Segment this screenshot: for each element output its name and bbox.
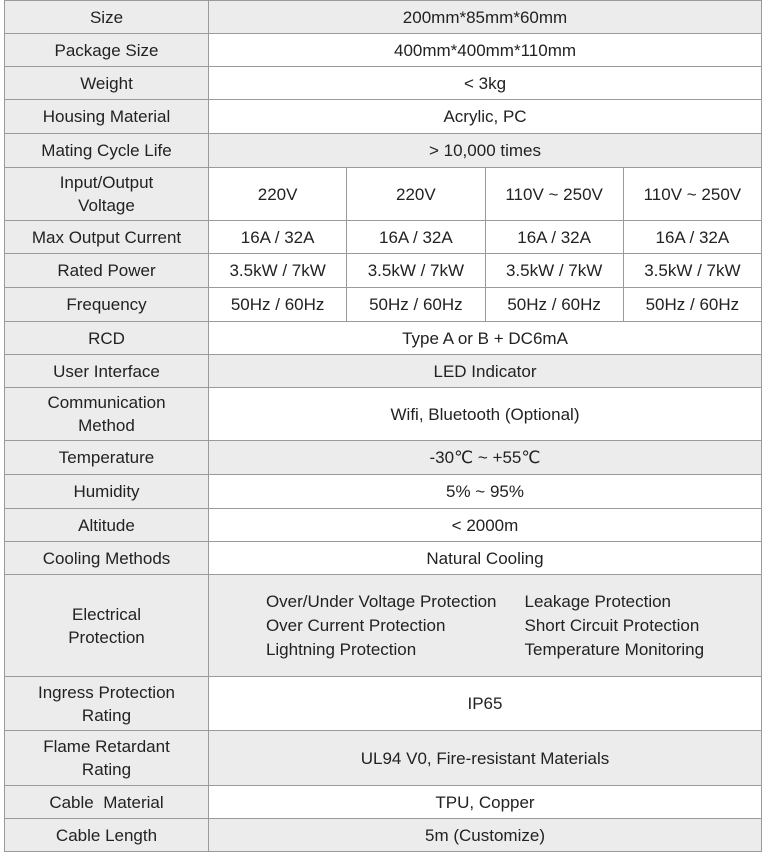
spec-value: 200mm*85mm*60mm <box>209 1 762 34</box>
spec-value: 400mm*400mm*110mm <box>209 34 762 67</box>
spec-label-line: Communication <box>47 393 166 412</box>
spec-label: User Interface <box>5 355 209 388</box>
spec-value: 50Hz / 60Hz <box>623 288 761 322</box>
spec-value: IP65 <box>209 677 762 731</box>
spec-row-package-size <box>5 34 762 67</box>
spec-value: Wifi, Bluetooth (Optional) <box>209 388 762 441</box>
spec-value: 3.5kW / 7kW <box>623 254 761 288</box>
spec-value: 50Hz / 60Hz <box>209 288 347 322</box>
spec-value: 50Hz / 60Hz <box>485 288 623 322</box>
spec-label <box>5 575 209 677</box>
spec-row-input-output-voltage <box>5 168 762 221</box>
protection-item: Lightning Protection <box>265 639 417 659</box>
spec-label: Cable Material <box>5 786 209 819</box>
protection-item: Leakage Protection <box>524 591 672 611</box>
spec-label <box>5 677 209 731</box>
spec-row-flame-retardant-rating <box>5 731 762 786</box>
spec-label-line: Voltage <box>78 196 135 215</box>
spec-row-cooling-methods <box>5 542 762 575</box>
spec-value: < 2000m <box>209 509 762 542</box>
spec-value: 16A / 32A <box>209 221 347 254</box>
spec-value: 110V ~ 250V <box>485 168 623 221</box>
protection-list <box>213 590 757 662</box>
spec-label: Housing Material <box>5 100 209 134</box>
spec-label: Frequency <box>5 288 209 322</box>
spec-label: Rated Power <box>5 254 209 288</box>
spec-value: 220V <box>209 168 347 221</box>
spec-value: 16A / 32A <box>485 221 623 254</box>
spec-value: Acrylic, PC <box>209 100 762 134</box>
spec-label: Max Output Current <box>5 221 209 254</box>
spec-label <box>5 388 209 441</box>
spec-label: RCD <box>5 322 209 355</box>
spec-row-weight <box>5 67 762 100</box>
spec-label-line: Input/Output <box>59 173 154 192</box>
spec-row-mating-cycle-life <box>5 134 762 168</box>
spec-row-electrical-protection <box>5 575 762 677</box>
protection-column-right <box>525 590 705 662</box>
spec-row-rated-power <box>5 254 762 288</box>
spec-value: 16A / 32A <box>347 221 485 254</box>
protection-item: Temperature Monitoring <box>524 639 705 659</box>
spec-value: -30℃ ~ +55℃ <box>209 441 762 475</box>
spec-row-humidity <box>5 475 762 509</box>
spec-row-cable-length <box>5 819 762 852</box>
spec-value: 5m (Customize) <box>209 819 762 852</box>
spec-label-line: Electrical <box>72 604 141 624</box>
spec-value: 50Hz / 60Hz <box>347 288 485 322</box>
spec-value: 3.5kW / 7kW <box>485 254 623 288</box>
spec-label-line: Method <box>78 416 135 435</box>
spec-value: LED Indicator <box>209 355 762 388</box>
protection-item: Short Circuit Protection <box>524 615 700 635</box>
spec-row-size <box>5 1 762 34</box>
spec-value: Natural Cooling <box>209 542 762 575</box>
spec-label: Mating Cycle Life <box>5 134 209 168</box>
spec-label-line: Rating <box>81 760 132 779</box>
spec-row-rcd <box>5 322 762 355</box>
spec-value: 16A / 32A <box>623 221 761 254</box>
spec-row-user-interface <box>5 355 762 388</box>
spec-label: Humidity <box>5 475 209 509</box>
spec-label: Temperature <box>5 441 209 475</box>
spec-row-housing-material <box>5 100 762 134</box>
spec-row-ingress-protection-rating <box>5 677 762 731</box>
spec-row-temperature <box>5 441 762 475</box>
spec-value <box>209 575 762 677</box>
spec-value: Type A or B + DC6mA <box>209 322 762 355</box>
spec-label: Package Size <box>5 34 209 67</box>
spec-label: Cable Length <box>5 819 209 852</box>
spec-row-frequency <box>5 288 762 322</box>
spec-value: UL94 V0, Fire-resistant Materials <box>209 731 762 786</box>
spec-value: 110V ~ 250V <box>623 168 761 221</box>
protection-item: Over Current Protection <box>265 615 446 635</box>
spec-value: 220V <box>347 168 485 221</box>
spec-label-line: Flame Retardant <box>43 737 170 756</box>
spec-row-cable-material <box>5 786 762 819</box>
spec-value: 5% ~ 95% <box>209 475 762 509</box>
spec-table <box>4 0 762 852</box>
spec-row-altitude <box>5 509 762 542</box>
spec-row-communication-method <box>5 388 762 441</box>
spec-label <box>5 168 209 221</box>
spec-label-line: Rating <box>81 705 132 725</box>
spec-label-line: Ingress Protection <box>37 682 175 702</box>
spec-label: Weight <box>5 67 209 100</box>
spec-value: 3.5kW / 7kW <box>347 254 485 288</box>
spec-value: TPU, Copper <box>209 786 762 819</box>
spec-label: Size <box>5 1 209 34</box>
spec-label: Altitude <box>5 509 209 542</box>
spec-label <box>5 731 209 786</box>
spec-label: Cooling Methods <box>5 542 209 575</box>
spec-label-line: Protection <box>68 627 145 647</box>
spec-value: > 10,000 times <box>209 134 762 168</box>
protection-column-left <box>266 590 497 662</box>
spec-value: 3.5kW / 7kW <box>209 254 347 288</box>
spec-value: < 3kg <box>209 67 762 100</box>
spec-row-max-output-current <box>5 221 762 254</box>
protection-item: Over/Under Voltage Protection <box>265 591 497 611</box>
